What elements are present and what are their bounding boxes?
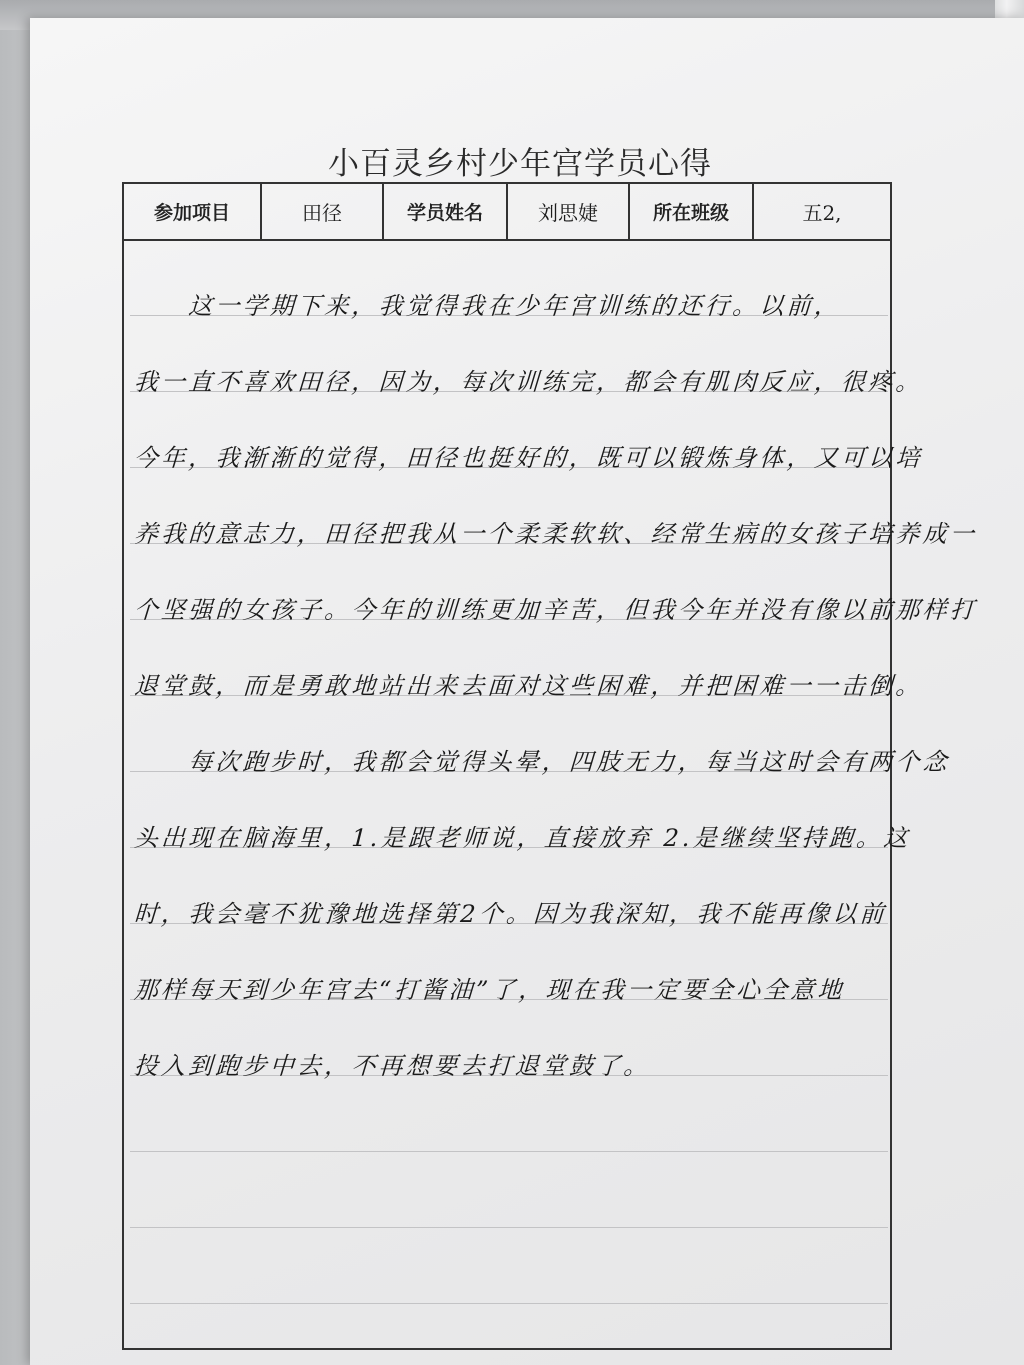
ruled-line [130, 1303, 888, 1304]
ruled-line [130, 1151, 888, 1152]
project-label-cell [124, 184, 262, 239]
essay-line: 那样每天到少年宫去“打酱油”了，现在我一定要全心全意地 [133, 976, 846, 1004]
class-label-cell [630, 184, 754, 239]
ruled-line [130, 1227, 888, 1228]
essay-line: 这一学期下来，我觉得我在少年宫训练的还行。以前， [133, 292, 842, 320]
name-value-cell [508, 184, 630, 239]
essay-line: 个坚强的女孩子。今年的训练更加辛苦，但我今年并没有像以前那样打 [133, 596, 978, 624]
essay-line: 养我的意志力，田径把我从一个柔柔软软、经常生病的女孩子培养成一 [133, 520, 978, 548]
form-header-row [124, 184, 890, 241]
class-label: 所在班级 [652, 202, 729, 224]
essay-line: 头出现在脑海里，1.是跟老师说，直接放弃 2.是继续坚持跑。这 [133, 824, 912, 852]
project-label: 参加项目 [153, 202, 230, 224]
essay-line: 退堂鼓，而是勇敢地站出来去面对这些困难，并把困难一一击倒。 [133, 672, 924, 700]
project-value-cell [262, 184, 384, 239]
essay-line: 投入到跑步中去，不再想要去打退堂鼓了。 [133, 1052, 652, 1080]
essay-line: 今年，我渐渐的觉得，田径也挺好的，既可以锻炼身体，又可以培 [133, 444, 924, 472]
essay-line: 每次跑步时，我都会觉得头晕，四肢无力，每当这时会有两个念 [133, 748, 951, 776]
page-title: 小百灵乡村少年宫学员心得 [328, 146, 712, 182]
name-label-cell [384, 184, 508, 239]
project-value: 田径 [302, 201, 342, 225]
class-value: 五2, [802, 201, 842, 225]
name-value: 刘思婕 [538, 201, 598, 225]
essay-line: 我一直不喜欢田径，因为，每次训练完，都会有肌肉反应，很疼。 [133, 368, 924, 396]
name-label: 学员姓名 [406, 202, 483, 224]
essay-line: 时，我会毫不犹豫地选择第2个。因为我深知，我不能再像以前 [133, 900, 888, 928]
class-value-cell [754, 184, 890, 239]
